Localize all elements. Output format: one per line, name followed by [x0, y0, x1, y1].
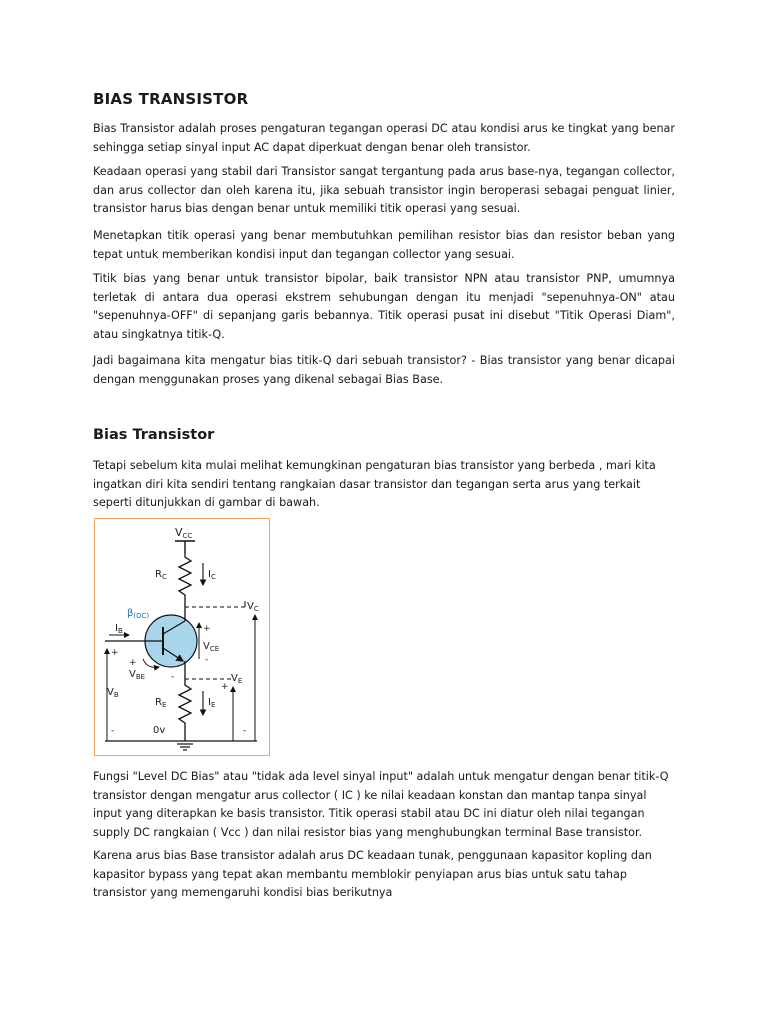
vcc-label: VCC — [175, 526, 193, 540]
paragraph-after-1: Fungsi "Level DC Bias" atau "tidak ada level sinyal input" adalah untuk mengatur dengan benar titik-Q transistor dengan mengatur arus collector ( IC ) ke nilai keadaan konstan dan mantap tanpa sinyal input yang diterapkan ke basis transistor. Titik operasi stabil atau DC ini diatur oleh nilai tegangan supply DC rangkaian ( Vcc ) dan nilai resistor bias yang menghubungkan terminal Base transistor. — [93, 770, 669, 839]
paragraph-section-intro: Tetapi sebelum kita mulai melihat kemungkinan pengaturan bias transistor yang berbeda , mari kita ingatkan diri kita sendiri tentang rangkaian dasar transistor dan tegangan serta arus yang terkait seperti ditunjukkan di gambar di bawah. — [93, 459, 656, 509]
paragraph-intro-1: Bias Transistor adalah proses pengaturan tegangan operasi DC atau kondisi arus ke tingkat yang benar sehingga setiap sinyal input AC dapat diperkuat dengan benar oleh transistor. — [93, 122, 675, 154]
re-label: $R_E$ — [155, 697, 167, 709]
vb-label: $V_B$ — [107, 687, 119, 699]
circuit-diagram — [95, 519, 268, 754]
ve-minus: - — [243, 726, 247, 736]
circuit-figure — [94, 518, 270, 756]
vbe-minus: - — [171, 672, 175, 682]
ib-label: $I_B$ — [115, 623, 123, 635]
ground-label: 0v — [153, 725, 166, 736]
page-title: BIAS TRANSISTOR — [93, 90, 249, 108]
paragraph-intro-2: Keadaan operasi yang stabil dari Transistor sangat tergantung pada arus base-nya, tegangan collector, dan arus collector dan oleh karena itu, jika sebuah transistor ingin beroperasi sebagai penguat linier, transistor harus bias dengan benar untuk memiliki titik operasi yang sesuai. — [93, 165, 675, 215]
vc-label: $V_C$ — [247, 601, 259, 613]
ve-label: $V_E$ — [231, 673, 243, 685]
ie-label: $I_E$ — [208, 697, 216, 709]
paragraph-intro-4: Titik bias yang benar untuk transistor bipolar, baik transistor NPN atau transistor PNP, umumnya terletak di antara dua operasi ekstrem sehubungan dengan itu menjadi "sepenuhnya-ON" atau "sepenuhnya-OFF" di sepanjang garis bebannya. Titik operasi pusat ini disebut "Titik Operasi Diam", atau singkatnya titik-Q. — [93, 272, 675, 341]
re-resistor — [179, 679, 191, 741]
rc-label: $R_C$ — [155, 569, 167, 581]
vb-plus: + — [111, 648, 119, 658]
ic-label: $I_C$ — [208, 569, 216, 581]
ve-plus: + — [221, 682, 229, 692]
vbe-label: $V_{BE}$ — [129, 669, 146, 681]
paragraph-after-2: Karena arus bias Base transistor adalah arus DC keadaan tunak, penggunaan kapasitor kopling dan kapasitor bypass yang tepat akan membantu memblokir penyiapan arus bias untuk satu tahap transistor yang memengaruhi kondisi bias berikutnya — [93, 849, 652, 899]
paragraph-intro-3: Menetapkan titik operasi yang benar membutuhkan pemilihan resistor bias dan resistor beban yang tepat untuk memberikan kondisi input dan tegangan collector yang sesuai. — [93, 229, 675, 261]
vce-minus: - — [205, 655, 209, 665]
section-heading: Bias Transistor — [93, 427, 215, 443]
vbe-plus: + — [129, 658, 137, 668]
rc-resistor — [179, 553, 191, 607]
vce-plus: + — [203, 624, 211, 634]
paragraph-intro-5: Jadi bagaimana kita mengatur bias titik-Q dari sebuah transistor? - Bias transistor yang benar dicapai dengan menggunakan proses yang dikenal sebagai Bias Base. — [93, 354, 675, 386]
vce-label: $V_{CE}$ — [203, 641, 220, 653]
beta-label: $\beta_{(DC)}$ — [127, 608, 150, 620]
vb-minus: - — [111, 726, 115, 736]
